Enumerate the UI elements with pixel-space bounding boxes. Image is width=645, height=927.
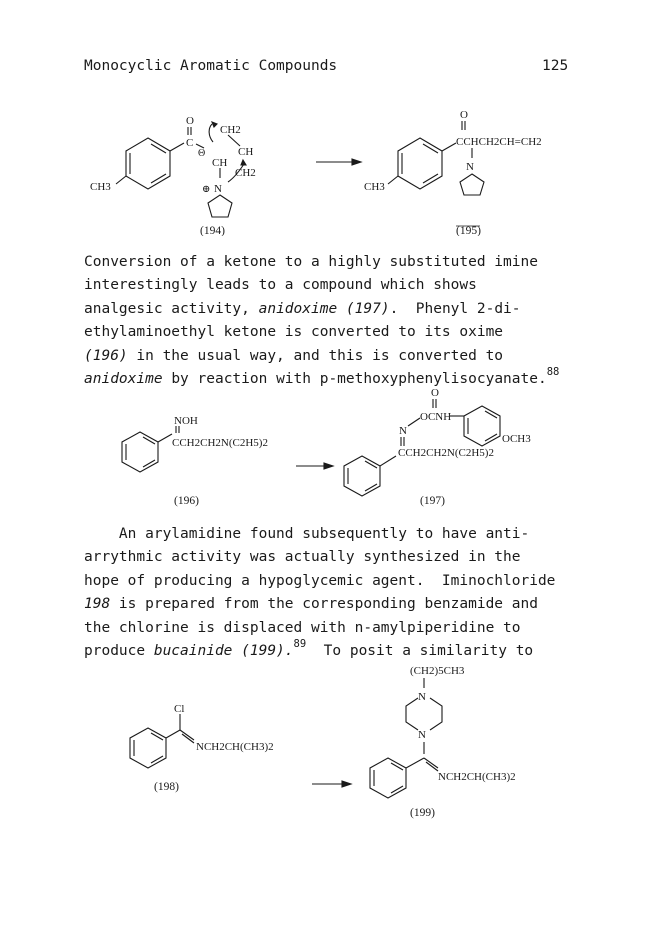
- atom-c-194: C: [186, 137, 194, 149]
- atom-n-195: N: [466, 161, 474, 173]
- atom-o-197: O: [431, 387, 439, 399]
- text-line: the chlorine is displaced with n-amylpiperidine to: [84, 619, 521, 636]
- compound-label-196: (196): [174, 495, 199, 507]
- benzene-ring-199: [370, 758, 406, 798]
- reference-89: 89: [293, 638, 307, 651]
- benzene-ring-195: [398, 138, 442, 189]
- atom-cl-198: Cl: [174, 703, 185, 715]
- text-line: analgesic activity, anidoxime (197). Phenyl 2-di-: [84, 300, 521, 317]
- text-line: 198 is prepared from the corresponding benzamide and: [84, 596, 538, 613]
- text-line: hope of producing a hypoglycemic agent. Iminochloride: [84, 572, 556, 589]
- atom-o-195: O: [460, 109, 468, 121]
- atom-n-197: N: [399, 425, 407, 437]
- atom-ch3-195: CH3: [364, 181, 385, 193]
- methoxyphenyl-ring-197: [464, 406, 500, 446]
- text-line: (196) in the usual way, and this is converted to: [84, 347, 504, 364]
- benzene-ring-198: [130, 728, 166, 768]
- atom-ch2-low-194: CH2: [235, 167, 256, 179]
- text-line: Conversion of a ketone to a highly substituted imine: [84, 254, 538, 270]
- compound-label-194: (194): [200, 225, 225, 236]
- text-line: anidoxime by reaction with p-methoxyphenylisocyanate.$^{88}$: [84, 366, 560, 388]
- drug-name-bucainide: bucainide (199).: [153, 643, 294, 660]
- chain-196: CCH2CH2N(C2H5)2: [172, 437, 268, 449]
- atom-n1-199: N: [418, 691, 426, 703]
- atom-n2-199: N: [418, 729, 426, 741]
- paragraph-anidoxime: [84, 251, 604, 392]
- drug-name-anidoxime: anidoxime (197): [258, 300, 390, 317]
- atom-ch2-top-194: CH2: [220, 124, 241, 136]
- chain-195: CCHCH2CH=CH2: [456, 136, 542, 148]
- compound-label-195: (195): [456, 225, 481, 236]
- running-header-title: Monocyclic Aromatic Compounds: [84, 58, 338, 74]
- compound-label-199: (199): [410, 807, 435, 819]
- text-line: arrythmic activity was actually synthesized in the: [84, 549, 521, 566]
- compound-label-197: (197): [420, 495, 445, 507]
- scheme-198-to-199: [80, 660, 600, 820]
- compound-label-198: (198): [154, 781, 179, 793]
- benzene-ring-197: [344, 456, 380, 496]
- text-line: An arylamidine found subsequently to have anti-: [84, 526, 530, 542]
- scheme-196-to-197: [80, 386, 600, 512]
- atom-noh-196: NOH: [174, 415, 198, 427]
- chain-198: NCH2CH(CH3)2: [196, 741, 274, 753]
- benzene-ring-194: [126, 138, 170, 189]
- theta-sign: Θ: [198, 148, 206, 159]
- text-line: produce bucainide (199).$^{89}$ To posit a similarity to: [84, 638, 534, 660]
- paragraph-bucainide: [84, 523, 604, 664]
- reference-88: 88: [546, 366, 560, 379]
- atom-o-194: O: [186, 115, 194, 127]
- amyl-chain-199: (CH2)5CH3: [410, 665, 465, 677]
- atom-ch-right-194: CH: [238, 146, 254, 158]
- text-line: interestingly leads to a compound which shows: [84, 277, 477, 294]
- atom-ch-mid-194: CH: [212, 157, 228, 169]
- atom-och3-197: OCH3: [502, 433, 531, 445]
- atom-ocnh-197: OCNH: [420, 411, 452, 423]
- plus-sign: ⊕: [202, 184, 211, 195]
- benzene-ring-196: [122, 432, 158, 472]
- page-number: 125: [542, 58, 569, 74]
- text-line: ethylaminoethyl ketone is converted to its oxime: [84, 324, 504, 341]
- atom-ch3-194: CH3: [90, 181, 111, 193]
- chain-197: CCH2CH2N(C2H5)2: [398, 447, 494, 459]
- atom-n-194: N: [214, 183, 222, 195]
- scheme-194-to-195: [80, 108, 580, 236]
- chain-199: NCH2CH(CH3)2: [438, 771, 516, 783]
